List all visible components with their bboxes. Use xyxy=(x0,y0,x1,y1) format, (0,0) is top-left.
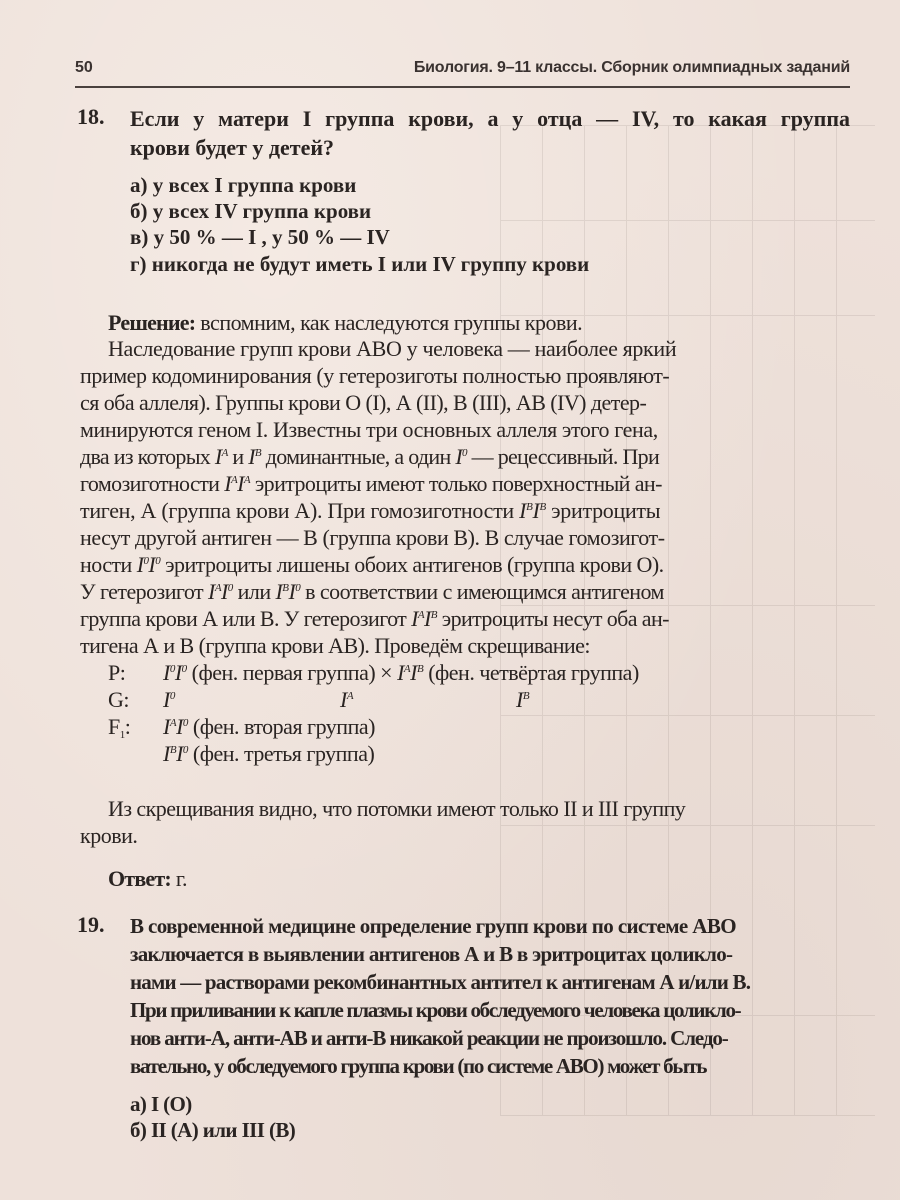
question-text-line: При приливании к капле плазмы крови обследуемого человека цоликло- xyxy=(130,998,741,1022)
genotype-I0I0: $I^0I^0$ xyxy=(136,552,161,577)
question-text-line: Если у матери I группа крови, а у отца — IV, то какая группа xyxy=(130,106,850,131)
text: эритроциты xyxy=(545,498,661,523)
text: (фен. четвёртая группа) xyxy=(423,660,639,685)
answer-option-b: б) у всех IV группа крови xyxy=(130,199,372,223)
genotype-IAI0: $I^AI^0$ xyxy=(163,714,188,739)
solution-label: Решение: xyxy=(108,310,196,335)
gamete-I0: $I^0$ xyxy=(163,687,175,712)
text: тиген, А (группа крови А). При гомозиготности xyxy=(80,498,520,523)
conclusion-line: крови. xyxy=(80,823,138,848)
cross-row-f1-second xyxy=(163,741,374,767)
allele-IB: $I^B$ xyxy=(248,444,261,469)
solution-intro-text: вспомним, как наследуются группы крови. xyxy=(195,310,583,335)
gamete-IA: $I^A$ xyxy=(340,687,354,712)
text: в соответствии с имеющимся антигеном xyxy=(300,579,664,604)
text: эритроциты несут оба ан- xyxy=(436,606,669,631)
genotype-IAIA: $I^AI^A$ xyxy=(224,471,250,496)
header-rule xyxy=(75,86,850,88)
solution-line xyxy=(80,498,660,524)
solution-line xyxy=(80,552,664,578)
text: гомозиготности xyxy=(80,471,225,496)
genotype-IAIB: $I^AI^B$ xyxy=(411,606,437,631)
solution-line: Наследование групп крови ABO у человека — наиболее яркий xyxy=(108,336,677,361)
text: (фен. первая группа) × xyxy=(186,660,398,685)
question-text-line: заключается в выявлении антигенов А и В в эритроцитах цоликло- xyxy=(130,942,733,966)
conclusion-line: Из скрещивания видно, что потомки имеют только II и III группу xyxy=(108,796,686,821)
text: У гетерозигот xyxy=(80,579,209,604)
text: — рецессивный. При xyxy=(466,444,660,469)
text: или xyxy=(232,579,276,604)
solution-line: тигена А и В (группа крови АВ). Проведём скрещивание: xyxy=(80,633,590,658)
answer-value: г. xyxy=(170,866,187,891)
question-text-line: крови будет у детей? xyxy=(130,135,335,160)
question-number: 18. xyxy=(77,104,105,129)
cross-row-parents xyxy=(108,660,639,686)
genotype-IBIB: $I^BI^B$ xyxy=(519,498,546,523)
text: группа крови А или В. У гетерозигот xyxy=(80,606,412,631)
text: эритроциты лишены обоих антигенов (группа крови О). xyxy=(160,552,664,577)
page-number: 50 xyxy=(75,59,93,76)
answer-option-c: в) у 50 % — I , у 50 % — IV xyxy=(130,225,390,249)
answer-option-d: г) никогда не будут иметь I или IV группу крови xyxy=(130,252,590,276)
text: (фен. вторая группа) xyxy=(187,714,375,739)
cross-label-p: P: xyxy=(108,660,126,685)
genotype-IBI0: $I^BI^0$ xyxy=(275,579,301,604)
solution-line: несут другой антиген — В (группа крови В). В случае гомозигот- xyxy=(80,525,665,550)
genotype-IBI0: $I^BI^0$ xyxy=(163,741,188,766)
gamete-IB: $I^B$ xyxy=(516,687,530,712)
cross-label-f1: F1: xyxy=(108,714,131,741)
solution-line: ся оба аллеля). Группы крови О (I), А (II), В (III), АВ (IV) детер- xyxy=(80,390,647,415)
text: эритроциты имеют только поверхностный ан- xyxy=(249,471,662,496)
answer-option-a: а) у всех I группа крови xyxy=(130,173,357,197)
cross-row-gametes xyxy=(108,687,648,713)
answer xyxy=(108,866,187,892)
answer-option-b: б) II (A) или III (B) xyxy=(130,1118,296,1142)
solution-line: минируются геном I. Известны три основных аллеля этого гена, xyxy=(80,417,658,442)
solution-line xyxy=(80,471,662,497)
solution-line xyxy=(80,606,669,632)
question-text-line: нов анти-А, анти-АВ и анти-В никакой реакции не произошло. Следо- xyxy=(130,1026,728,1050)
genotype-I0I0: $I^0I^0$ xyxy=(163,660,187,685)
answer-option-a: а) I (O) xyxy=(130,1092,192,1116)
solution-intro xyxy=(108,310,582,336)
text: два из которых xyxy=(80,444,215,469)
solution-line xyxy=(80,444,659,470)
question-text-line: В современной медицине определение групп крови по системе АВО xyxy=(130,914,736,938)
text: и xyxy=(227,444,249,469)
page-header xyxy=(75,56,850,86)
solution-line: пример кодоминирования (у гетерозиготы полностью проявляют- xyxy=(80,363,670,388)
question-text-line: нами — растворами рекомбинантных антител к антигенам А и/или В. xyxy=(130,970,751,994)
text: доминантные, а один xyxy=(260,444,456,469)
genotype-IAI0: $I^AI^0$ xyxy=(208,579,233,604)
answer-label: Ответ: xyxy=(108,866,171,891)
allele-I0: $I^0$ xyxy=(455,444,467,469)
text: (фен. третья группа) xyxy=(187,741,375,766)
question-text-line: вательно, у обследуемого группа крови (по системе АВО) может быть xyxy=(130,1054,707,1078)
genotype-IAIB: $I^AI^B$ xyxy=(397,660,424,685)
running-title: Биология. 9–11 классы. Сборник олимпиадных заданий xyxy=(413,59,850,76)
cross-row-f1 xyxy=(108,714,375,741)
solution-line xyxy=(80,579,664,605)
allele-IA: $I^A$ xyxy=(214,444,228,469)
question-number: 19. xyxy=(77,912,105,937)
cross-label-g: G: xyxy=(108,687,129,712)
text: ности xyxy=(80,552,137,577)
